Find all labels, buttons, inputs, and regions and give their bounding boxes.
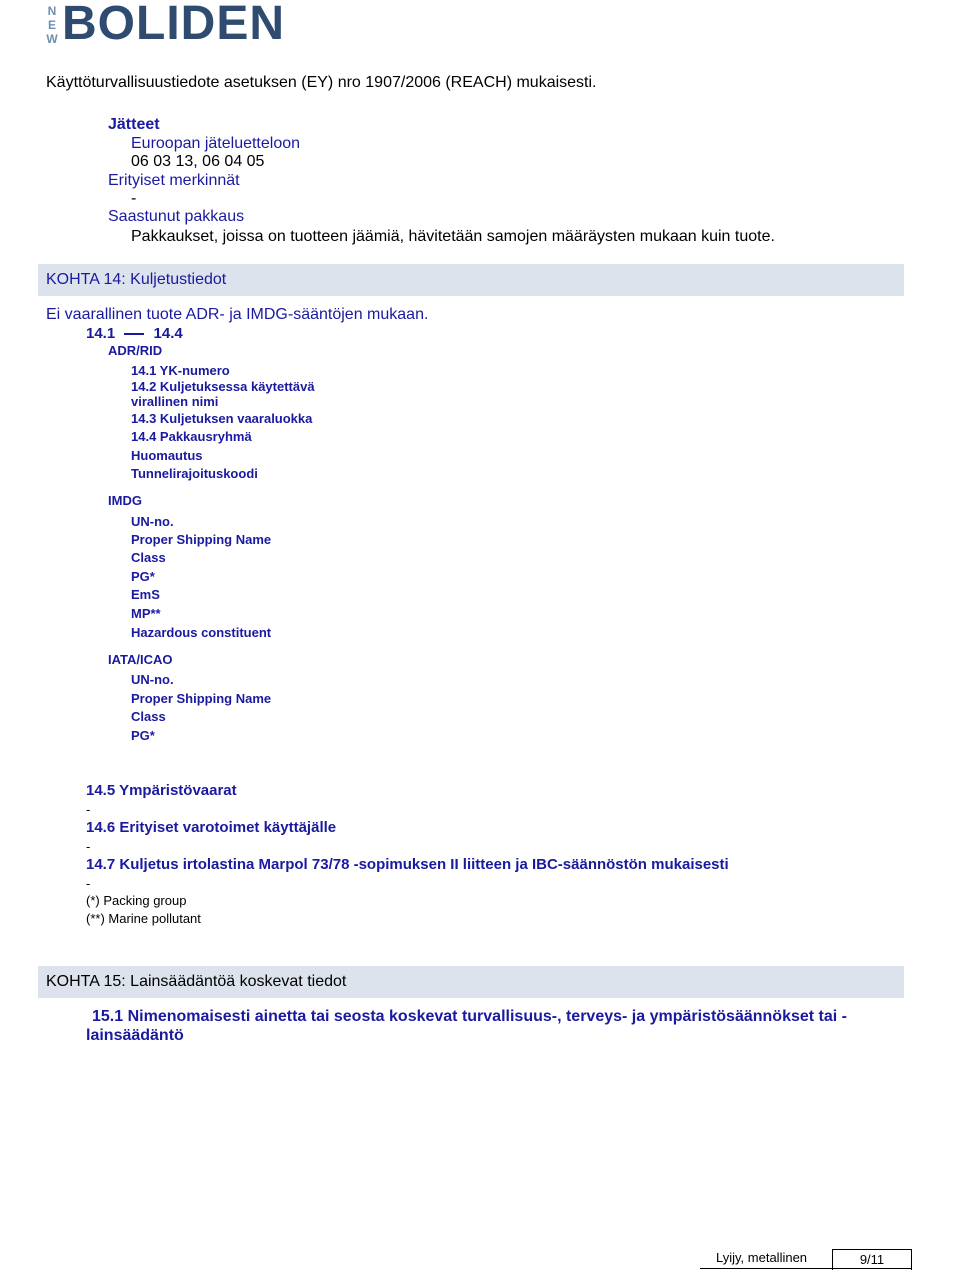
- bulk-transport-value: -: [86, 876, 91, 891]
- iata-item: Proper Shipping Name: [131, 691, 272, 706]
- contaminated-packaging-label: Saastunut pakkaus: [108, 208, 245, 225]
- environmental-hazards-label: 14.5 Ympäristövaarat: [86, 782, 237, 799]
- iata-item: Class: [131, 709, 166, 724]
- adr-item: Huomautus: [131, 448, 203, 463]
- imdg-item: Proper Shipping Name: [131, 532, 272, 547]
- section-15-title: KOHTA 15: Lainsäädäntöä koskevat tiedot: [46, 973, 347, 990]
- range-dash: [124, 333, 144, 335]
- special-markings-label: Erityiset merkinnät: [108, 172, 240, 189]
- note-packing-group: (*) Packing group: [86, 893, 187, 908]
- section-14-header: [38, 264, 904, 296]
- section-15-header: [38, 966, 904, 998]
- user-precautions-label: 14.6 Erityiset varotoimet käyttäjälle: [86, 819, 337, 836]
- footer-page-number: 9/11: [832, 1249, 912, 1270]
- iata-item: UN-no.: [131, 672, 174, 687]
- imdg-item: UN-no.: [131, 514, 174, 529]
- special-markings-value: -: [131, 190, 137, 207]
- adr-item: 14.3 Kuljetuksen vaaraluokka: [131, 411, 313, 426]
- waste-heading: Jätteet: [108, 116, 160, 133]
- logo-new-prefix: N E W: [46, 4, 58, 46]
- adr-item: virallinen nimi: [131, 394, 219, 409]
- subsection-range: 14.1 14.4: [86, 325, 183, 342]
- adr-item: 14.1 YK-numero: [131, 363, 230, 378]
- footer-rule: [700, 1268, 912, 1269]
- subsection-15-1-line2: lainsäädäntö: [86, 1027, 184, 1044]
- company-logo: [44, 2, 306, 48]
- imdg-item: EmS: [131, 587, 160, 602]
- regulation-intro: Käyttöturvallisuustiedote asetuksen (EY) nro 1907/2006 (REACH) mukaisesti.: [46, 74, 597, 91]
- not-dangerous-statement: Ei vaarallinen tuote ADR- ja IMDG-sääntöjen mukaan.: [46, 306, 429, 323]
- adr-item: 14.2 Kuljetuksessa käytettävä: [131, 379, 315, 394]
- adr-rid-heading: ADR/RID: [108, 343, 163, 358]
- waste-codes: 06 03 13, 06 04 05: [131, 153, 265, 170]
- imdg-heading: IMDG: [108, 493, 142, 508]
- logo-wordmark: BOLIDEN: [62, 0, 285, 50]
- waste-catalogue-label: Euroopan jäteluetteloon: [131, 135, 301, 152]
- imdg-item: MP**: [131, 606, 161, 621]
- imdg-item: Class: [131, 550, 166, 565]
- adr-item: 14.4 Pakkausryhmä: [131, 429, 252, 444]
- imdg-item: PG*: [131, 569, 155, 584]
- section-14-title: KOHTA 14: Kuljetustiedot: [46, 271, 227, 288]
- adr-item: Tunnelirajoituskoodi: [131, 466, 258, 481]
- subsection-15-1-line1: 15.1 Nimenomaisesti ainetta tai seosta koskevat turvallisuus-, terveys- ja ympäristösäännökset tai -: [92, 1008, 847, 1025]
- user-precautions-value: -: [86, 839, 91, 854]
- note-marine-pollutant: (**) Marine pollutant: [86, 911, 201, 926]
- iata-item: PG*: [131, 728, 155, 743]
- contaminated-packaging-text: Pakkaukset, joissa on tuotteen jäämiä, hävitetään samojen määräysten mukaan kuin tuote.: [131, 228, 775, 245]
- iata-icao-heading: IATA/ICAO: [108, 652, 173, 667]
- environmental-hazards-value: -: [86, 802, 91, 817]
- bulk-transport-label: 14.7 Kuljetus irtolastina Marpol 73/78 -sopimuksen II liitteen ja IBC-säännöstön mukaisesti: [86, 856, 729, 873]
- imdg-item: Hazardous constituent: [131, 625, 272, 640]
- footer-product-name: Lyijy, metallinen: [716, 1250, 808, 1265]
